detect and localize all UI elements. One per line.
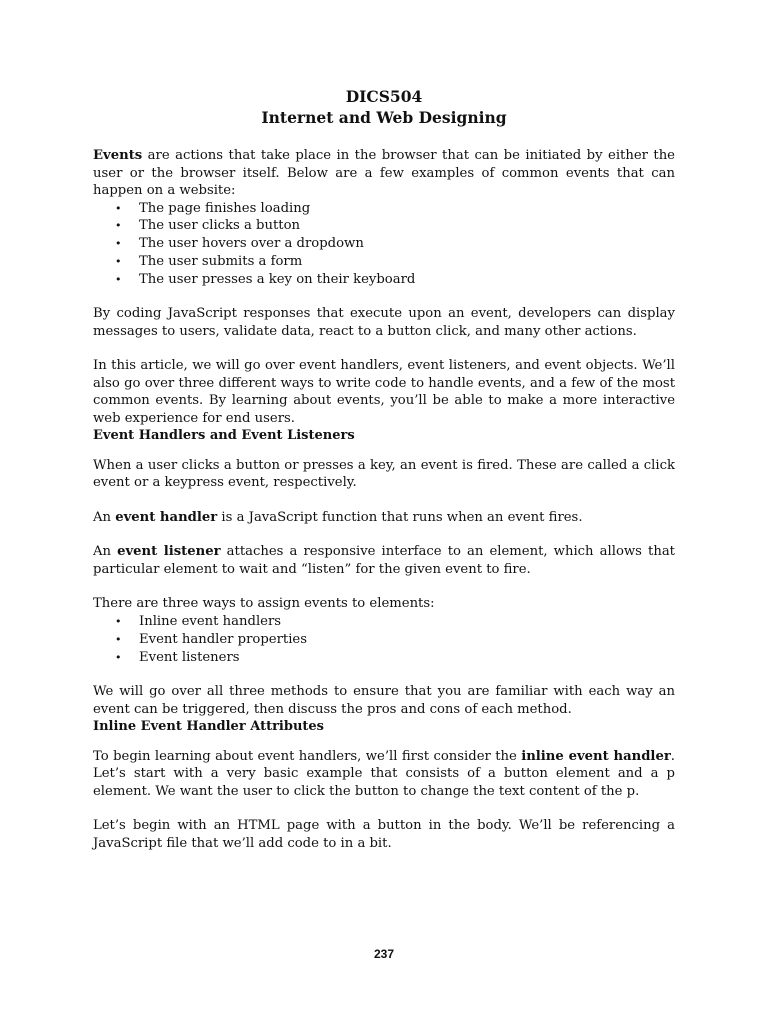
list-item <box>115 217 675 235</box>
list-item <box>115 649 675 667</box>
bullet-icon: • <box>115 632 122 646</box>
bullet-icon: • <box>115 219 122 233</box>
article-paragraph: In this article, we will go over event handlers, event listeners, and event objects. We’ll also go over three different ways to write code to handle events, and a few of the most common events. By learning about events, you’ll be able to make a more interactive web experience for end users. <box>93 358 675 426</box>
page-number: 237 <box>373 947 395 961</box>
event-examples-list <box>93 200 675 289</box>
list-item-label: The user hovers over a dropdown <box>139 236 364 252</box>
course-title: Internet and Web Designing <box>261 108 507 127</box>
list-item <box>115 200 675 218</box>
listener-prefix: An <box>93 544 118 560</box>
fired-paragraph: When a user clicks a button or presses a key, an event is fired. These are called a click event or a keypress event, respectively. <box>93 457 675 491</box>
list-item-label: The page finishes loading <box>139 200 311 216</box>
begin-prefix: To begin learning about event handlers, we’ll first consider the <box>93 748 522 764</box>
handler-prefix: An <box>93 509 116 525</box>
handler-term: event handler <box>115 509 218 525</box>
list-item-label: Inline event handlers <box>139 613 282 629</box>
bullet-icon: • <box>115 614 122 628</box>
list-item <box>115 631 675 649</box>
section-heading-handlers: Event Handlers and Event Listeners <box>93 428 355 444</box>
list-item <box>115 235 675 253</box>
section-heading-inline: Inline Event Handler Attributes <box>93 719 324 735</box>
listener-definition <box>93 543 675 578</box>
course-code: DICS504 <box>345 87 423 106</box>
bullet-icon: • <box>115 650 122 664</box>
handler-definition <box>93 509 675 527</box>
begin-paragraph <box>93 748 675 801</box>
list-item-label: The user presses a key on their keyboard <box>139 271 416 287</box>
list-item <box>115 253 675 271</box>
bullet-icon: • <box>115 237 122 251</box>
list-item-label: Event listeners <box>139 649 240 665</box>
list-item-label: The user submits a form <box>139 253 303 269</box>
handler-text: is a JavaScript function that runs when an event fires. <box>217 509 583 525</box>
coding-paragraph: By coding JavaScript responses that execute upon an event, developers can display messages to users, validate data, react to a button click, and many other actions. <box>93 306 675 339</box>
list-item <box>115 613 675 631</box>
list-item-label: Event handler properties <box>139 631 307 647</box>
bullet-icon: • <box>115 254 122 268</box>
list-item <box>115 271 675 289</box>
intro-text: are actions that take place in the browser that can be initiated by either the user or the browser itself. Below are a few examples of common events that can happen on a website: <box>93 148 675 198</box>
html-paragraph: Let’s begin with an HTML page with a button in the body. We’ll be referencing a JavaScript file that we’ll add code to in a bit. <box>93 818 675 851</box>
listener-term: event listener <box>117 544 221 560</box>
intro-term: Events <box>93 148 143 163</box>
document-page <box>93 86 675 852</box>
intro-paragraph <box>93 147 675 200</box>
begin-text: . Let’s start with a very basic example that consists of a button element and a p element. We want the user to click the button to change the text content of the p. <box>93 748 675 799</box>
ways-paragraph: There are three ways to assign events to elements: <box>93 596 435 612</box>
ways-list <box>93 613 675 666</box>
bullet-icon: • <box>115 272 122 286</box>
list-item-label: The user clicks a button <box>139 218 301 234</box>
begin-term: inline event handler <box>521 748 671 764</box>
document-header <box>93 86 675 128</box>
overview-paragraph: We will go over all three methods to ensure that you are familiar with each way an event can be triggered, then discuss the pros and cons of each method. <box>93 684 675 717</box>
listener-text: attaches a responsive interface to an element, which allows that particular element to wait and “listen” for the given event to fire. <box>93 544 675 577</box>
bullet-icon: • <box>115 201 122 215</box>
